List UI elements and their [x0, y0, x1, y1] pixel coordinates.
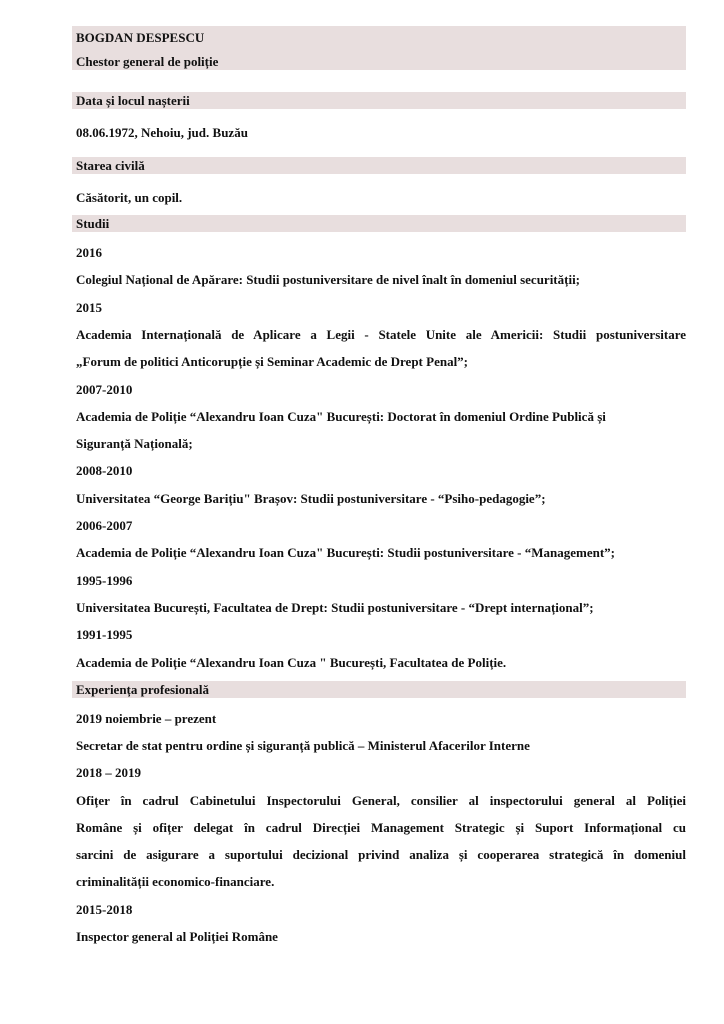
job-period: 2019 noiembrie – prezent — [76, 711, 217, 726]
study-description: Colegiul Național de Apărare: Studii postuniversitare de nivel înalt în domeniul securității; — [76, 272, 581, 287]
study-period: 1991-1995 — [76, 627, 133, 642]
study-period: 2006-2007 — [76, 518, 133, 533]
section-heading-studies: Studii — [76, 216, 110, 231]
job-description: Secretar de stat pentru ordine și siguranță publică – Ministerul Afacerilor Interne — [76, 738, 530, 753]
study-description: Universitatea București, Facultatea de Drept: Studii postuniversitare - “Drept internațional”; — [76, 600, 594, 615]
study-period: 2015 — [76, 300, 102, 315]
study-description: Siguranță Națională; — [76, 436, 193, 451]
study-description: Academia Internațională de Aplicare a Legii - Statele Unite ale Americii: Studii postuniversitare — [76, 327, 686, 342]
job-description: Române și ofițer delegat în cadrul Direcției Management Strategic și Suport Informațional cu — [76, 820, 686, 835]
civil-value: Căsătorit, un copil. — [76, 190, 183, 205]
study-period: 2016 — [76, 245, 102, 260]
study-period: 2007-2010 — [76, 382, 133, 397]
job-period: 2015-2018 — [76, 902, 133, 917]
section-heading-experience: Experiența profesională — [76, 682, 210, 697]
study-description: Academia de Poliție “Alexandru Ioan Cuza " București, Facultatea de Poliție. — [76, 655, 507, 670]
job-description: criminalității economico-financiare. — [76, 874, 275, 889]
study-period: 1995-1996 — [76, 573, 133, 588]
study-description: „Forum de politici Anticorupție și Seminar Academic de Drept Penal”; — [76, 354, 469, 369]
job-period: 2018 – 2019 — [76, 765, 141, 780]
study-description: Universitatea “George Barițiu" Brașov: Studii postuniversitare - “Psiho-pedagogie”; — [76, 491, 546, 506]
section-band-civil — [72, 157, 686, 174]
section-heading-birth: Data și locul nașterii — [76, 93, 190, 108]
person-name: BOGDAN DESPESCU — [76, 30, 205, 45]
study-description: Academia de Poliție “Alexandru Ioan Cuza" București: Doctorat în domeniul Ordine Publică și — [76, 409, 606, 424]
job-description: Ofițer în cadrul Cabinetului Inspectorului General, consilier al inspectorului general al Poliției — [76, 793, 686, 808]
section-heading-civil: Starea civilă — [76, 158, 145, 173]
section-band-studies — [72, 215, 686, 232]
study-description: Academia de Poliție “Alexandru Ioan Cuza" București: Studii postuniversitare - “Management”; — [76, 545, 615, 560]
study-period: 2008-2010 — [76, 463, 133, 478]
person-rank: Chestor general de poliție — [76, 54, 219, 69]
job-description: Inspector general al Poliției Române — [76, 929, 278, 944]
birth-value: 08.06.1972, Nehoiu, jud. Buzău — [76, 125, 248, 140]
job-description: sarcini de asigurare a suportului decizional privind analiza și cooperarea strategică în domeniul — [76, 847, 686, 862]
